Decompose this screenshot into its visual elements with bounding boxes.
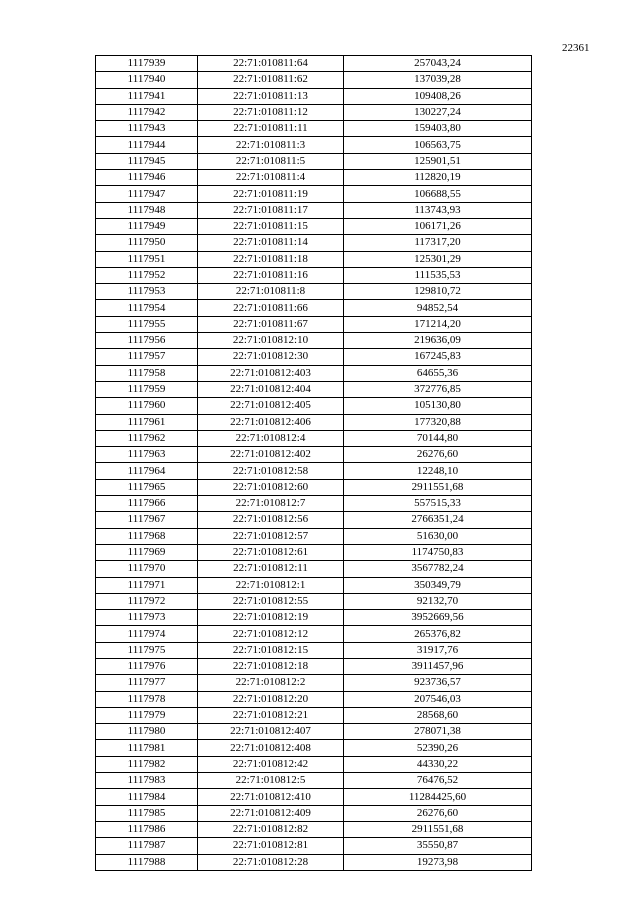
cadastral-value-cell: 2911551,68 (344, 821, 532, 837)
cadastral-number-cell: 22:71:010812:21 (198, 707, 344, 723)
table-row (96, 707, 532, 723)
cadastral-number-cell: 22:71:010812:19 (198, 610, 344, 626)
cadastral-value-cell: 109408,26 (344, 88, 532, 104)
cadastral-value-cell: 117317,20 (344, 235, 532, 251)
table-row (96, 365, 532, 381)
table-row (96, 104, 532, 120)
record-number-cell: 1117940 (96, 72, 198, 88)
record-number-cell: 1117943 (96, 121, 198, 137)
table-row (96, 789, 532, 805)
record-number-cell: 1117983 (96, 773, 198, 789)
cadastral-value-cell: 137039,28 (344, 72, 532, 88)
record-number-cell: 1117954 (96, 300, 198, 316)
table-row (96, 333, 532, 349)
cadastral-value-cell: 113743,93 (344, 202, 532, 218)
record-number-cell: 1117982 (96, 756, 198, 772)
table-row (96, 838, 532, 854)
cadastral-number-cell: 22:71:010812:81 (198, 838, 344, 854)
cadastral-number-cell: 22:71:010812:408 (198, 740, 344, 756)
cadastral-number-cell: 22:71:010812:12 (198, 626, 344, 642)
table-row (96, 137, 532, 153)
record-number-cell: 1117970 (96, 561, 198, 577)
table-row (96, 463, 532, 479)
table-row (96, 756, 532, 772)
cadastral-number-cell: 22:71:010811:12 (198, 104, 344, 120)
cadastral-value-cell: 171214,20 (344, 316, 532, 332)
cadastral-value-cell: 125901,51 (344, 153, 532, 169)
record-number-cell: 1117969 (96, 544, 198, 560)
cadastral-number-cell: 22:71:010811:13 (198, 88, 344, 104)
record-number-cell: 1117974 (96, 626, 198, 642)
table-row (96, 675, 532, 691)
cadastral-number-cell: 22:71:010812:55 (198, 593, 344, 609)
cadastral-value-cell: 106563,75 (344, 137, 532, 153)
record-number-cell: 1117941 (96, 88, 198, 104)
cadastral-value-cell: 44330,22 (344, 756, 532, 772)
table-row (96, 593, 532, 609)
record-number-cell: 1117968 (96, 528, 198, 544)
record-number-cell: 1117967 (96, 512, 198, 528)
record-number-cell: 1117951 (96, 251, 198, 267)
record-number-cell: 1117948 (96, 202, 198, 218)
cadastral-value-cell: 76476,52 (344, 773, 532, 789)
cadastral-value-cell: 2911551,68 (344, 479, 532, 495)
cadastral-value-cell: 278071,38 (344, 724, 532, 740)
cadastral-value-cell: 51630,00 (344, 528, 532, 544)
record-number-cell: 1117950 (96, 235, 198, 251)
cadastral-value-cell: 12248,10 (344, 463, 532, 479)
cadastral-value-cell: 167245,83 (344, 349, 532, 365)
cadastral-value-cell: 94852,54 (344, 300, 532, 316)
cadastral-number-cell: 22:71:010811:16 (198, 267, 344, 283)
table-row (96, 56, 532, 72)
table-row (96, 414, 532, 430)
cadastral-number-cell: 22:71:010811:11 (198, 121, 344, 137)
cadastral-number-cell: 22:71:010811:67 (198, 316, 344, 332)
record-number-cell: 1117960 (96, 398, 198, 414)
table-row (96, 528, 532, 544)
record-number-cell: 1117963 (96, 447, 198, 463)
record-number-cell: 1117971 (96, 577, 198, 593)
cadastral-number-cell: 22:71:010812:42 (198, 756, 344, 772)
table-row (96, 512, 532, 528)
cadastral-number-cell: 22:71:010811:8 (198, 284, 344, 300)
cadastral-value-cell: 1174750,83 (344, 544, 532, 560)
record-number-cell: 1117959 (96, 381, 198, 397)
table-row (96, 447, 532, 463)
table-row (96, 186, 532, 202)
cadastral-number-cell: 22:71:010812:11 (198, 561, 344, 577)
cadastral-value-cell: 106688,55 (344, 186, 532, 202)
cadastral-number-cell: 22:71:010812:5 (198, 773, 344, 789)
cadastral-value-cell: 350349,79 (344, 577, 532, 593)
record-number-cell: 1117981 (96, 740, 198, 756)
record-number-cell: 1117947 (96, 186, 198, 202)
cadastral-value-cell: 26276,60 (344, 805, 532, 821)
record-number-cell: 1117952 (96, 267, 198, 283)
table-row (96, 235, 532, 251)
cadastral-number-cell: 22:71:010812:18 (198, 658, 344, 674)
cadastral-value-cell: 557515,33 (344, 496, 532, 512)
table-row (96, 740, 532, 756)
cadastral-value-cell: 3911457,96 (344, 658, 532, 674)
table-row (96, 284, 532, 300)
record-number-cell: 1117985 (96, 805, 198, 821)
table-row (96, 267, 532, 283)
table-row (96, 218, 532, 234)
cadastral-value-cell: 35550,87 (344, 838, 532, 854)
record-number-cell: 1117953 (96, 284, 198, 300)
cadastral-number-cell: 22:71:010812:60 (198, 479, 344, 495)
cadastral-value-cell: 26276,60 (344, 447, 532, 463)
page-number: 22361 (562, 42, 590, 54)
table-row (96, 430, 532, 446)
cadastral-number-cell: 22:71:010811:64 (198, 56, 344, 72)
cadastral-number-cell: 22:71:010812:4 (198, 430, 344, 446)
table-row (96, 300, 532, 316)
record-number-cell: 1117961 (96, 414, 198, 430)
cadastral-value-cell: 106171,26 (344, 218, 532, 234)
record-number-cell: 1117964 (96, 463, 198, 479)
cadastral-value-cell: 92132,70 (344, 593, 532, 609)
cadastral-value-cell: 125301,29 (344, 251, 532, 267)
cadastral-value-cell: 3952669,56 (344, 610, 532, 626)
table-row (96, 610, 532, 626)
record-number-cell: 1117939 (96, 56, 198, 72)
record-number-cell: 1117986 (96, 821, 198, 837)
record-number-cell: 1117965 (96, 479, 198, 495)
record-number-cell: 1117973 (96, 610, 198, 626)
cadastral-value-cell: 112820,19 (344, 170, 532, 186)
cadastral-value-cell: 3567782,24 (344, 561, 532, 577)
table-row (96, 153, 532, 169)
cadastral-number-cell: 22:71:010811:19 (198, 186, 344, 202)
cadastral-value-cell: 64655,36 (344, 365, 532, 381)
cadastral-value-cell: 105130,80 (344, 398, 532, 414)
cadastral-number-cell: 22:71:010812:410 (198, 789, 344, 805)
table-row (96, 773, 532, 789)
cadastral-number-cell: 22:71:010811:15 (198, 218, 344, 234)
cadastral-number-cell: 22:71:010811:66 (198, 300, 344, 316)
table-row (96, 805, 532, 821)
record-number-cell: 1117979 (96, 707, 198, 723)
table-row (96, 398, 532, 414)
table-row (96, 577, 532, 593)
cadastral-value-cell: 52390,26 (344, 740, 532, 756)
record-number-cell: 1117958 (96, 365, 198, 381)
cadastral-number-cell: 22:71:010811:62 (198, 72, 344, 88)
record-number-cell: 1117984 (96, 789, 198, 805)
cadastral-number-cell: 22:71:010812:406 (198, 414, 344, 430)
record-number-cell: 1117966 (96, 496, 198, 512)
cadastral-value-cell: 111535,53 (344, 267, 532, 283)
table-row (96, 544, 532, 560)
record-number-cell: 1117978 (96, 691, 198, 707)
record-number-cell: 1117949 (96, 218, 198, 234)
record-number-cell: 1117987 (96, 838, 198, 854)
table-row (96, 854, 532, 870)
cadastral-number-cell: 22:71:010812:28 (198, 854, 344, 870)
cadastral-value-cell: 129810,72 (344, 284, 532, 300)
cadastral-number-cell: 22:71:010811:4 (198, 170, 344, 186)
cadastral-number-cell: 22:71:010811:17 (198, 202, 344, 218)
registry-table-body (96, 56, 532, 871)
cadastral-number-cell: 22:71:010811:18 (198, 251, 344, 267)
table-row (96, 202, 532, 218)
record-number-cell: 1117972 (96, 593, 198, 609)
table-row (96, 381, 532, 397)
table-row (96, 496, 532, 512)
cadastral-number-cell: 22:71:010812:58 (198, 463, 344, 479)
record-number-cell: 1117956 (96, 333, 198, 349)
cadastral-value-cell: 923736,57 (344, 675, 532, 691)
cadastral-value-cell: 28568,60 (344, 707, 532, 723)
table-row (96, 658, 532, 674)
record-number-cell: 1117980 (96, 724, 198, 740)
table-row (96, 316, 532, 332)
cadastral-number-cell: 22:71:010811:3 (198, 137, 344, 153)
table-row (96, 626, 532, 642)
table-row (96, 88, 532, 104)
cadastral-value-cell: 257043,24 (344, 56, 532, 72)
cadastral-value-cell: 207546,03 (344, 691, 532, 707)
cadastral-number-cell: 22:71:010811:14 (198, 235, 344, 251)
record-number-cell: 1117977 (96, 675, 198, 691)
cadastral-number-cell: 22:71:010812:30 (198, 349, 344, 365)
table-row (96, 251, 532, 267)
cadastral-number-cell: 22:71:010812:56 (198, 512, 344, 528)
cadastral-number-cell: 22:71:010812:15 (198, 642, 344, 658)
record-number-cell: 1117957 (96, 349, 198, 365)
record-number-cell: 1117944 (96, 137, 198, 153)
table-row (96, 72, 532, 88)
record-number-cell: 1117945 (96, 153, 198, 169)
cadastral-value-cell: 31917,76 (344, 642, 532, 658)
cadastral-number-cell: 22:71:010812:1 (198, 577, 344, 593)
cadastral-value-cell: 372776,85 (344, 381, 532, 397)
cadastral-number-cell: 22:71:010812:409 (198, 805, 344, 821)
table-row (96, 479, 532, 495)
cadastral-number-cell: 22:71:010812:2 (198, 675, 344, 691)
cadastral-number-cell: 22:71:010812:82 (198, 821, 344, 837)
cadastral-number-cell: 22:71:010811:5 (198, 153, 344, 169)
cadastral-number-cell: 22:71:010812:10 (198, 333, 344, 349)
record-number-cell: 1117955 (96, 316, 198, 332)
cadastral-number-cell: 22:71:010812:7 (198, 496, 344, 512)
table-row (96, 349, 532, 365)
cadastral-value-cell: 11284425,60 (344, 789, 532, 805)
record-number-cell: 1117942 (96, 104, 198, 120)
record-number-cell: 1117975 (96, 642, 198, 658)
record-number-cell: 1117946 (96, 170, 198, 186)
record-number-cell: 1117962 (96, 430, 198, 446)
table-row (96, 821, 532, 837)
record-number-cell: 1117988 (96, 854, 198, 870)
cadastral-value-cell: 2766351,24 (344, 512, 532, 528)
cadastral-number-cell: 22:71:010812:403 (198, 365, 344, 381)
cadastral-number-cell: 22:71:010812:407 (198, 724, 344, 740)
cadastral-number-cell: 22:71:010812:20 (198, 691, 344, 707)
cadastral-number-cell: 22:71:010812:57 (198, 528, 344, 544)
table-row (96, 561, 532, 577)
table-row (96, 724, 532, 740)
cadastral-value-cell: 70144,80 (344, 430, 532, 446)
cadastral-number-cell: 22:71:010812:61 (198, 544, 344, 560)
cadastral-value-cell: 19273,98 (344, 854, 532, 870)
table-row (96, 642, 532, 658)
registry-table (95, 55, 532, 871)
cadastral-number-cell: 22:71:010812:405 (198, 398, 344, 414)
cadastral-value-cell: 219636,09 (344, 333, 532, 349)
cadastral-number-cell: 22:71:010812:404 (198, 381, 344, 397)
cadastral-value-cell: 159403,80 (344, 121, 532, 137)
cadastral-value-cell: 265376,82 (344, 626, 532, 642)
table-row (96, 121, 532, 137)
record-number-cell: 1117976 (96, 658, 198, 674)
cadastral-number-cell: 22:71:010812:402 (198, 447, 344, 463)
cadastral-value-cell: 177320,88 (344, 414, 532, 430)
table-row (96, 170, 532, 186)
table-row (96, 691, 532, 707)
cadastral-value-cell: 130227,24 (344, 104, 532, 120)
